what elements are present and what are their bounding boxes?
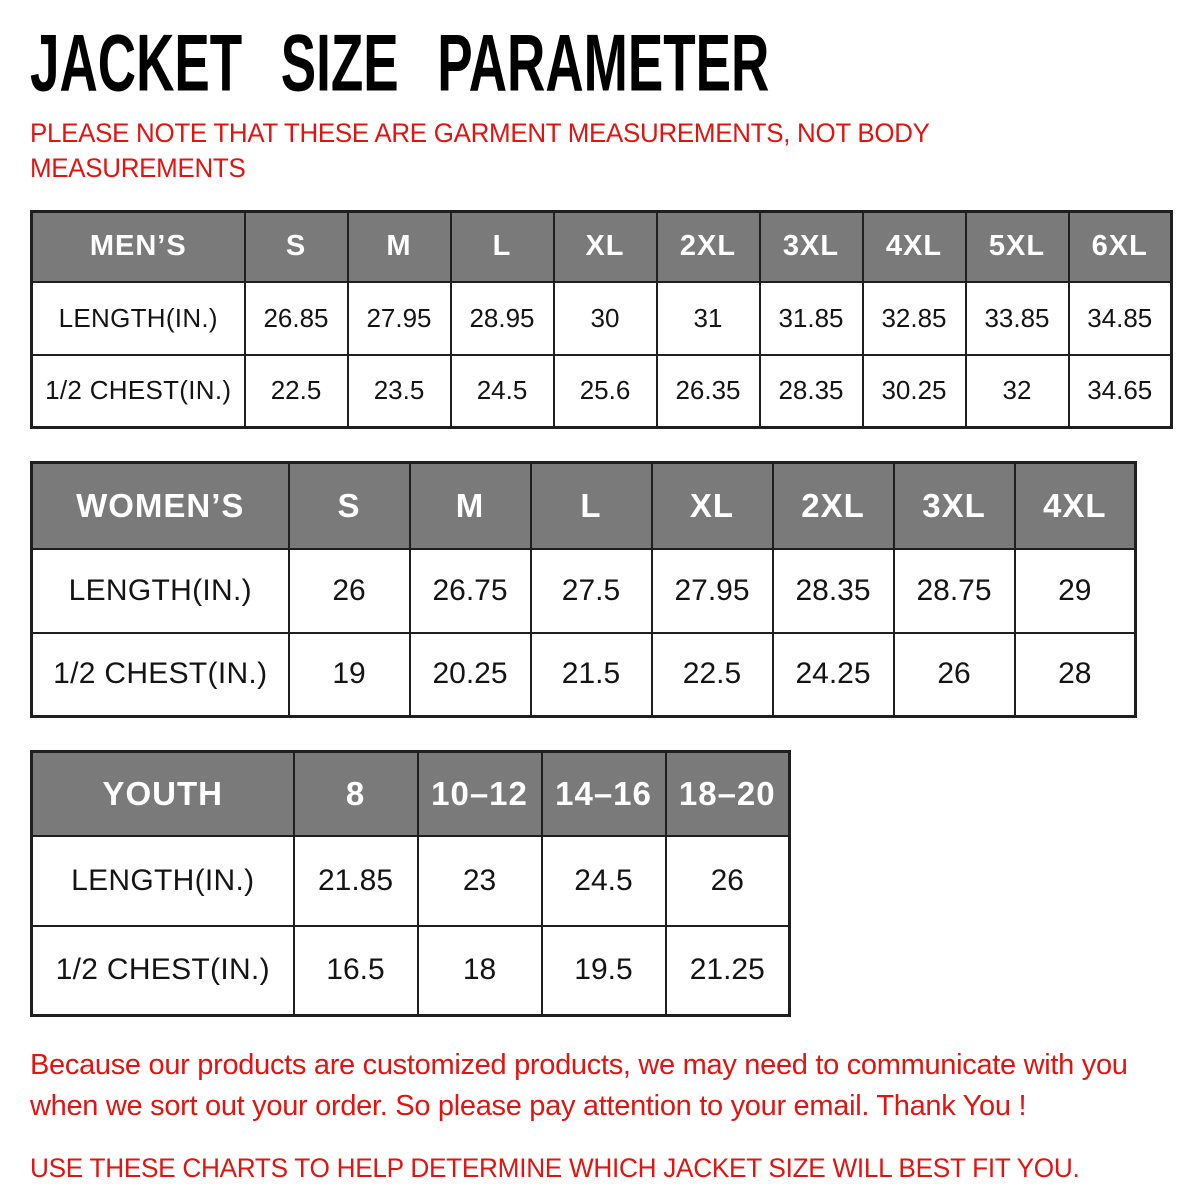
fit-advice-line: USE THESE CHARTS TO HELP DETERMINE WHICH JACKET SIZE WILL BEST FIT YOU. bbox=[30, 1153, 1080, 1183]
youth-value-cell: 21.25 bbox=[666, 926, 790, 1016]
womens-size-header: 3XL bbox=[894, 463, 1015, 549]
mens-value-cell: 23.5 bbox=[348, 355, 451, 428]
customization-notice bbox=[30, 1045, 1200, 1127]
youth-size-table bbox=[30, 750, 791, 1017]
youth-size-header: 18–20 bbox=[666, 752, 790, 836]
youth-table-title: YOUTH bbox=[32, 752, 294, 836]
mens-value-cell: 30.25 bbox=[863, 355, 966, 428]
customization-notice-line-1: Because our products are customized products, we may need to communicate with you bbox=[30, 1049, 1128, 1081]
youth-row-label: 1/2 CHEST(IN.) bbox=[32, 926, 294, 1016]
mens-value-cell: 25.6 bbox=[554, 355, 657, 428]
youth-row-label: LENGTH(IN.) bbox=[32, 836, 294, 926]
womens-size-header: 2XL bbox=[773, 463, 894, 549]
mens-table-title: MEN’S bbox=[32, 212, 245, 282]
mens-value-cell: 28.35 bbox=[760, 355, 863, 428]
youth-value-cell: 16.5 bbox=[294, 926, 418, 1016]
youth-header-row bbox=[32, 752, 790, 836]
mens-size-header: S bbox=[245, 212, 348, 282]
womens-value-cell: 22.5 bbox=[652, 633, 773, 717]
womens-header-row bbox=[32, 463, 1136, 549]
youth-size-header: 10–12 bbox=[418, 752, 542, 836]
customization-notice-line-2: when we sort out your order. So please pay attention to your email. Thank You ! bbox=[30, 1090, 1027, 1122]
mens-size-table bbox=[30, 210, 1173, 429]
page-title: JACKET SIZE PARAMETER bbox=[30, 16, 770, 109]
mens-value-cell: 24.5 bbox=[451, 355, 554, 428]
womens-value-cell: 27.95 bbox=[652, 549, 773, 633]
womens-row-label: 1/2 CHEST(IN.) bbox=[32, 633, 289, 717]
youth-value-cell: 24.5 bbox=[542, 836, 666, 926]
womens-size-header: XL bbox=[652, 463, 773, 549]
youth-value-cell: 21.85 bbox=[294, 836, 418, 926]
garment-measurement-note bbox=[30, 116, 1153, 186]
mens-value-cell: 32 bbox=[966, 355, 1069, 428]
mens-value-cell: 34.85 bbox=[1069, 282, 1172, 355]
womens-value-cell: 27.5 bbox=[531, 549, 652, 633]
mens-data-row-2 bbox=[32, 355, 1172, 428]
mens-value-cell: 22.5 bbox=[245, 355, 348, 428]
womens-value-cell: 28.35 bbox=[773, 549, 894, 633]
youth-value-cell: 26 bbox=[666, 836, 790, 926]
womens-value-cell: 29 bbox=[1015, 549, 1136, 633]
mens-header-row bbox=[32, 212, 1172, 282]
youth-data-row-1 bbox=[32, 836, 790, 926]
mens-value-cell: 32.85 bbox=[863, 282, 966, 355]
womens-table-title: WOMEN’S bbox=[32, 463, 289, 549]
youth-data-row-2 bbox=[32, 926, 790, 1016]
mens-row-label: LENGTH(IN.) bbox=[32, 282, 245, 355]
womens-value-cell: 26 bbox=[894, 633, 1015, 717]
youth-size-header: 8 bbox=[294, 752, 418, 836]
womens-value-cell: 26 bbox=[289, 549, 410, 633]
womens-size-table bbox=[30, 461, 1137, 718]
mens-value-cell: 27.95 bbox=[348, 282, 451, 355]
mens-value-cell: 28.95 bbox=[451, 282, 554, 355]
mens-size-header: 4XL bbox=[863, 212, 966, 282]
mens-size-header: 2XL bbox=[657, 212, 760, 282]
womens-value-cell: 19 bbox=[289, 633, 410, 717]
womens-size-header: L bbox=[531, 463, 652, 549]
mens-value-cell: 30 bbox=[554, 282, 657, 355]
womens-data-row-1 bbox=[32, 549, 1136, 633]
mens-size-header: M bbox=[348, 212, 451, 282]
youth-value-cell: 18 bbox=[418, 926, 542, 1016]
womens-size-header: M bbox=[410, 463, 531, 549]
mens-value-cell: 31 bbox=[657, 282, 760, 355]
womens-value-cell: 21.5 bbox=[531, 633, 652, 717]
mens-value-cell: 33.85 bbox=[966, 282, 1069, 355]
womens-row-label: LENGTH(IN.) bbox=[32, 549, 289, 633]
mens-data-row-1 bbox=[32, 282, 1172, 355]
youth-value-cell: 23 bbox=[418, 836, 542, 926]
page-title-wrap bbox=[30, 16, 1200, 109]
mens-value-cell: 34.65 bbox=[1069, 355, 1172, 428]
youth-size-header: 14–16 bbox=[542, 752, 666, 836]
womens-value-cell: 26.75 bbox=[410, 549, 531, 633]
womens-value-cell: 20.25 bbox=[410, 633, 531, 717]
womens-size-header: 4XL bbox=[1015, 463, 1136, 549]
youth-value-cell: 19.5 bbox=[542, 926, 666, 1016]
womens-size-header: S bbox=[289, 463, 410, 549]
note-line-2: MEASUREMENTS bbox=[30, 153, 246, 183]
mens-size-header: 6XL bbox=[1069, 212, 1172, 282]
mens-value-cell: 31.85 bbox=[760, 282, 863, 355]
womens-value-cell: 28 bbox=[1015, 633, 1136, 717]
mens-value-cell: 26.85 bbox=[245, 282, 348, 355]
note-line-1: PLEASE NOTE THAT THESE ARE GARMENT MEASUREMENTS, NOT BODY bbox=[30, 118, 930, 148]
mens-size-header: 5XL bbox=[966, 212, 1069, 282]
mens-size-header: L bbox=[451, 212, 554, 282]
womens-value-cell: 28.75 bbox=[894, 549, 1015, 633]
womens-data-row-2 bbox=[32, 633, 1136, 717]
mens-row-label: 1/2 CHEST(IN.) bbox=[32, 355, 245, 428]
mens-size-header: XL bbox=[554, 212, 657, 282]
mens-value-cell: 26.35 bbox=[657, 355, 760, 428]
mens-size-header: 3XL bbox=[760, 212, 863, 282]
womens-value-cell: 24.25 bbox=[773, 633, 894, 717]
